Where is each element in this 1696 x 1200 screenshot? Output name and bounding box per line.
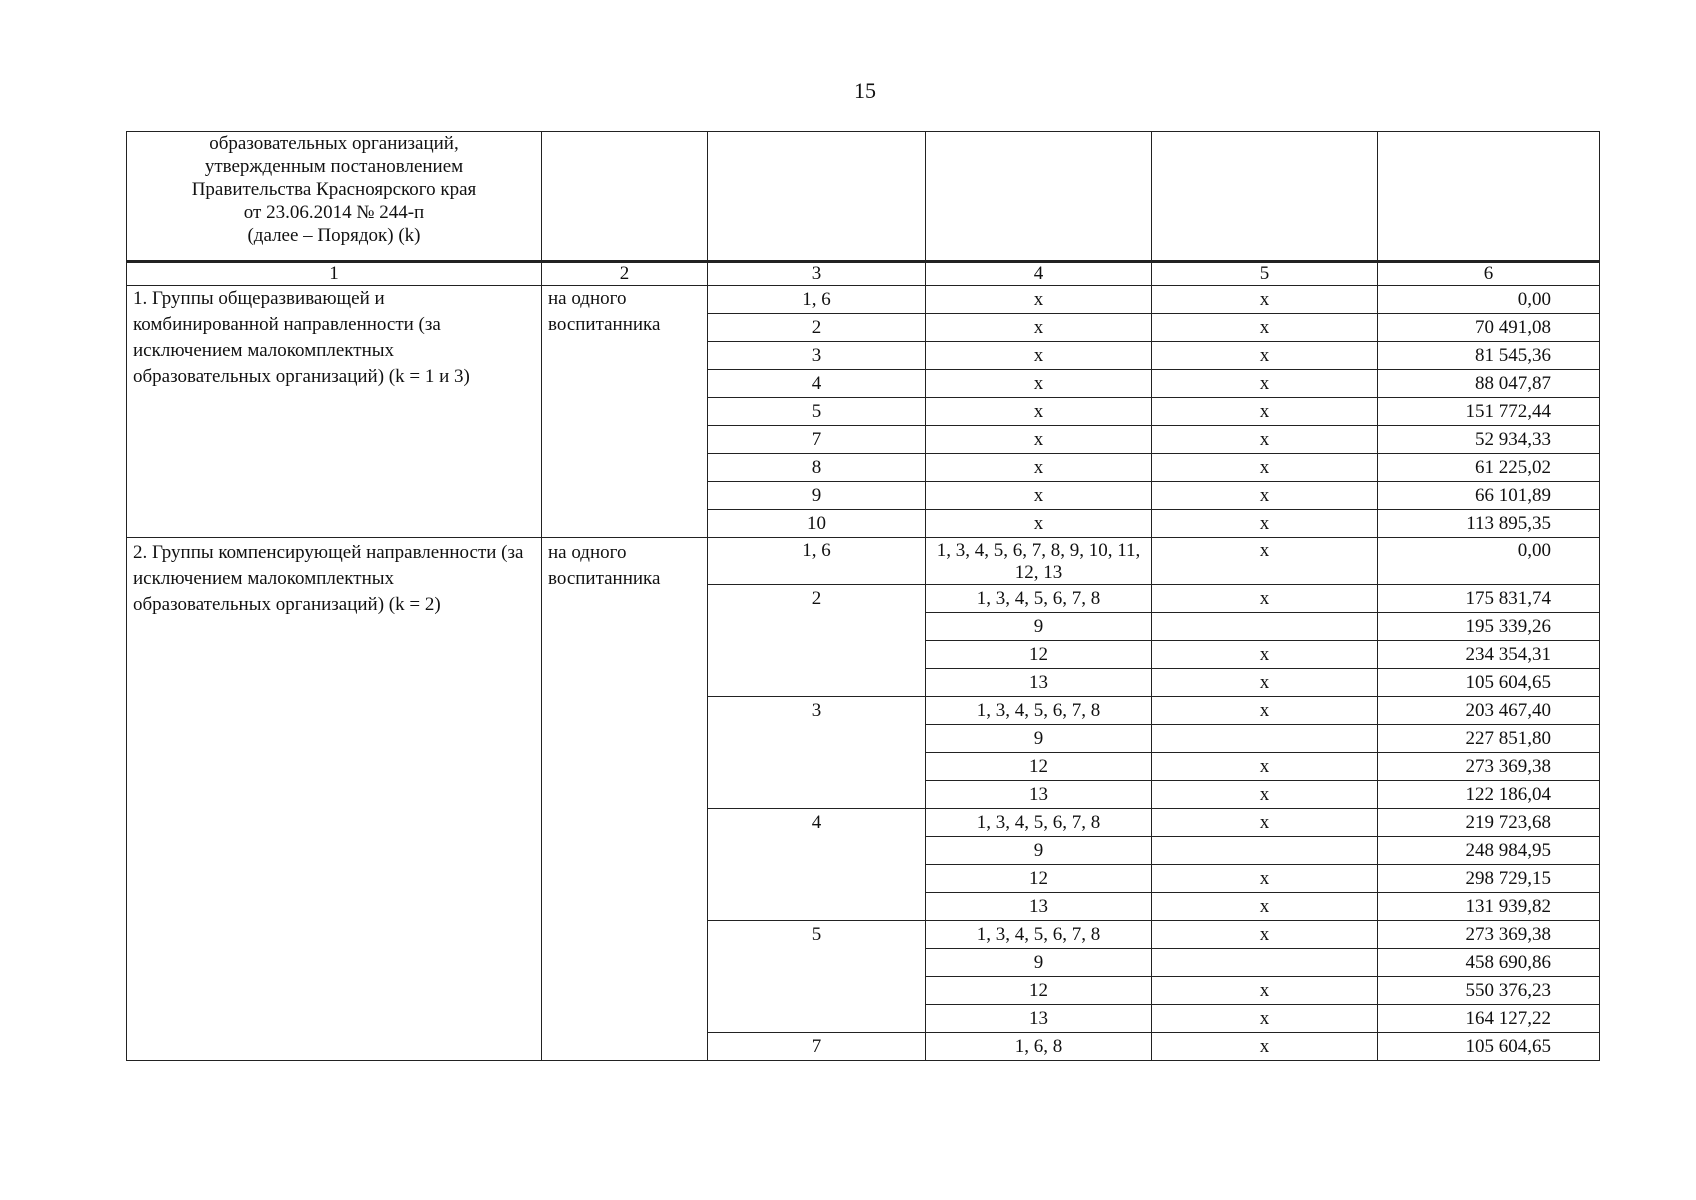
age-group-cell: 8 (708, 454, 926, 482)
mark-cell: х (1152, 641, 1378, 669)
header-line: Правительства Красноярского края (191, 179, 477, 200)
amount-cell: 550 376,23 (1378, 977, 1600, 1005)
header-line: образовательных организаций, (209, 133, 459, 154)
age-group-cell: 4 (708, 370, 926, 398)
header-line: (далее – Порядок) (k) (247, 225, 421, 246)
header-cell (708, 132, 926, 262)
amount-cell: 458 690,86 (1378, 949, 1600, 977)
mark-cell: х (1152, 669, 1378, 697)
amount-cell: 61 225,02 (1378, 454, 1600, 482)
mark-cell: х (1152, 809, 1378, 837)
category-cell: 12 (926, 977, 1152, 1005)
age-group-cell: 5 (708, 398, 926, 426)
mark-cell: х (1152, 454, 1378, 482)
mark-cell: х (1152, 753, 1378, 781)
category-cell: х (926, 510, 1152, 538)
age-group-cell: 10 (708, 510, 926, 538)
header-cell (542, 132, 708, 262)
unit-cell: на одного воспитанника (542, 286, 708, 538)
mark-cell: х (1152, 585, 1378, 613)
column-number-row (127, 262, 1600, 286)
age-group-cell: 4 (708, 809, 926, 921)
tariff-table (126, 131, 1600, 1061)
age-group-cell: 1, 6 (708, 286, 926, 314)
table-row (127, 538, 1600, 585)
amount-cell: 105 604,65 (1378, 669, 1600, 697)
age-group-cell: 5 (708, 921, 926, 1033)
mark-cell (1152, 725, 1378, 753)
mark-cell: х (1152, 510, 1378, 538)
age-group-cell: 3 (708, 697, 926, 809)
mark-cell: х (1152, 370, 1378, 398)
amount-cell: 0,00 (1378, 286, 1600, 314)
amount-cell: 66 101,89 (1378, 482, 1600, 510)
amount-cell: 298 729,15 (1378, 865, 1600, 893)
category-cell: 1, 3, 4, 5, 6, 7, 8, 9, 10, 11, 12, 13 (926, 538, 1152, 585)
header-cell (926, 132, 1152, 262)
amount-cell: 248 984,95 (1378, 837, 1600, 865)
header-line: утвержденным постановлением (204, 156, 464, 177)
mark-cell: х (1152, 697, 1378, 725)
column-number: 1 (127, 262, 542, 286)
page-number: 15 (854, 78, 876, 103)
amount-cell: 113 895,35 (1378, 510, 1600, 538)
category-cell: х (926, 342, 1152, 370)
category-cell: 9 (926, 613, 1152, 641)
mark-cell: х (1152, 286, 1378, 314)
category-cell: 1, 3, 4, 5, 6, 7, 8 (926, 809, 1152, 837)
column-number: 6 (1378, 262, 1600, 286)
category-cell: х (926, 482, 1152, 510)
amount-cell: 122 186,04 (1378, 781, 1600, 809)
mark-cell: х (1152, 342, 1378, 370)
header-row (127, 132, 1600, 262)
age-group-cell: 1, 6 (708, 538, 926, 585)
amount-cell: 88 047,87 (1378, 370, 1600, 398)
category-cell: х (926, 426, 1152, 454)
amount-cell: 273 369,38 (1378, 753, 1600, 781)
column-number: 4 (926, 262, 1152, 286)
amount-cell: 70 491,08 (1378, 314, 1600, 342)
category-cell: х (926, 370, 1152, 398)
header-cell (1378, 132, 1600, 262)
mark-cell (1152, 613, 1378, 641)
mark-cell: х (1152, 538, 1378, 585)
category-cell: х (926, 398, 1152, 426)
amount-cell: 219 723,68 (1378, 809, 1600, 837)
amount-cell: 105 604,65 (1378, 1033, 1600, 1061)
mark-cell: х (1152, 865, 1378, 893)
category-cell: 9 (926, 837, 1152, 865)
mark-cell (1152, 837, 1378, 865)
amount-cell: 131 939,82 (1378, 893, 1600, 921)
age-group-cell: 3 (708, 342, 926, 370)
category-cell: 12 (926, 865, 1152, 893)
column-number: 5 (1152, 262, 1378, 286)
table-row (127, 286, 1600, 314)
category-cell: 1, 6, 8 (926, 1033, 1152, 1061)
amount-cell: 273 369,38 (1378, 921, 1600, 949)
age-group-cell: 7 (708, 426, 926, 454)
category-cell: 13 (926, 1005, 1152, 1033)
category-cell: х (926, 286, 1152, 314)
category-cell: 1, 3, 4, 5, 6, 7, 8 (926, 921, 1152, 949)
header-cell (1152, 132, 1378, 262)
category-cell: 1, 3, 4, 5, 6, 7, 8 (926, 585, 1152, 613)
mark-cell: х (1152, 426, 1378, 454)
table-body (127, 132, 1600, 1061)
amount-cell: 227 851,80 (1378, 725, 1600, 753)
amount-cell: 195 339,26 (1378, 613, 1600, 641)
category-cell: 1, 3, 4, 5, 6, 7, 8 (926, 697, 1152, 725)
age-group-cell: 7 (708, 1033, 926, 1061)
category-cell: х (926, 454, 1152, 482)
mark-cell: х (1152, 893, 1378, 921)
group-name-cell: 2. Группы компенсирующей направленности (за исключением малокомплектных образовательных организаций) (k = 2) (127, 538, 542, 1061)
mark-cell (1152, 949, 1378, 977)
mark-cell: х (1152, 482, 1378, 510)
category-cell: 13 (926, 893, 1152, 921)
category-cell: 9 (926, 725, 1152, 753)
mark-cell: х (1152, 977, 1378, 1005)
amount-cell: 175 831,74 (1378, 585, 1600, 613)
amount-cell: 234 354,31 (1378, 641, 1600, 669)
amount-cell: 203 467,40 (1378, 697, 1600, 725)
category-cell: 12 (926, 753, 1152, 781)
header-text-cell (127, 132, 542, 262)
column-number: 2 (542, 262, 708, 286)
amount-cell: 0,00 (1378, 538, 1600, 585)
amount-cell: 52 934,33 (1378, 426, 1600, 454)
mark-cell: х (1152, 314, 1378, 342)
category-cell: 13 (926, 669, 1152, 697)
amount-cell: 151 772,44 (1378, 398, 1600, 426)
mark-cell: х (1152, 1005, 1378, 1033)
category-cell: 12 (926, 641, 1152, 669)
category-cell: 9 (926, 949, 1152, 977)
header-line: от 23.06.2014 № 244-п (243, 202, 425, 223)
column-number: 3 (708, 262, 926, 286)
group-name-cell: 1. Группы общеразвивающей и комбинированной направленности (за исключением малокомплектных образовательных организаций) (k = 1 и 3) (127, 286, 542, 538)
age-group-cell: 2 (708, 314, 926, 342)
category-cell: 13 (926, 781, 1152, 809)
mark-cell: х (1152, 781, 1378, 809)
age-group-cell: 2 (708, 585, 926, 697)
mark-cell: х (1152, 398, 1378, 426)
age-group-cell: 9 (708, 482, 926, 510)
amount-cell: 164 127,22 (1378, 1005, 1600, 1033)
category-cell: х (926, 314, 1152, 342)
unit-cell: на одного воспитанника (542, 538, 708, 1061)
amount-cell: 81 545,36 (1378, 342, 1600, 370)
mark-cell: х (1152, 921, 1378, 949)
mark-cell: х (1152, 1033, 1378, 1061)
